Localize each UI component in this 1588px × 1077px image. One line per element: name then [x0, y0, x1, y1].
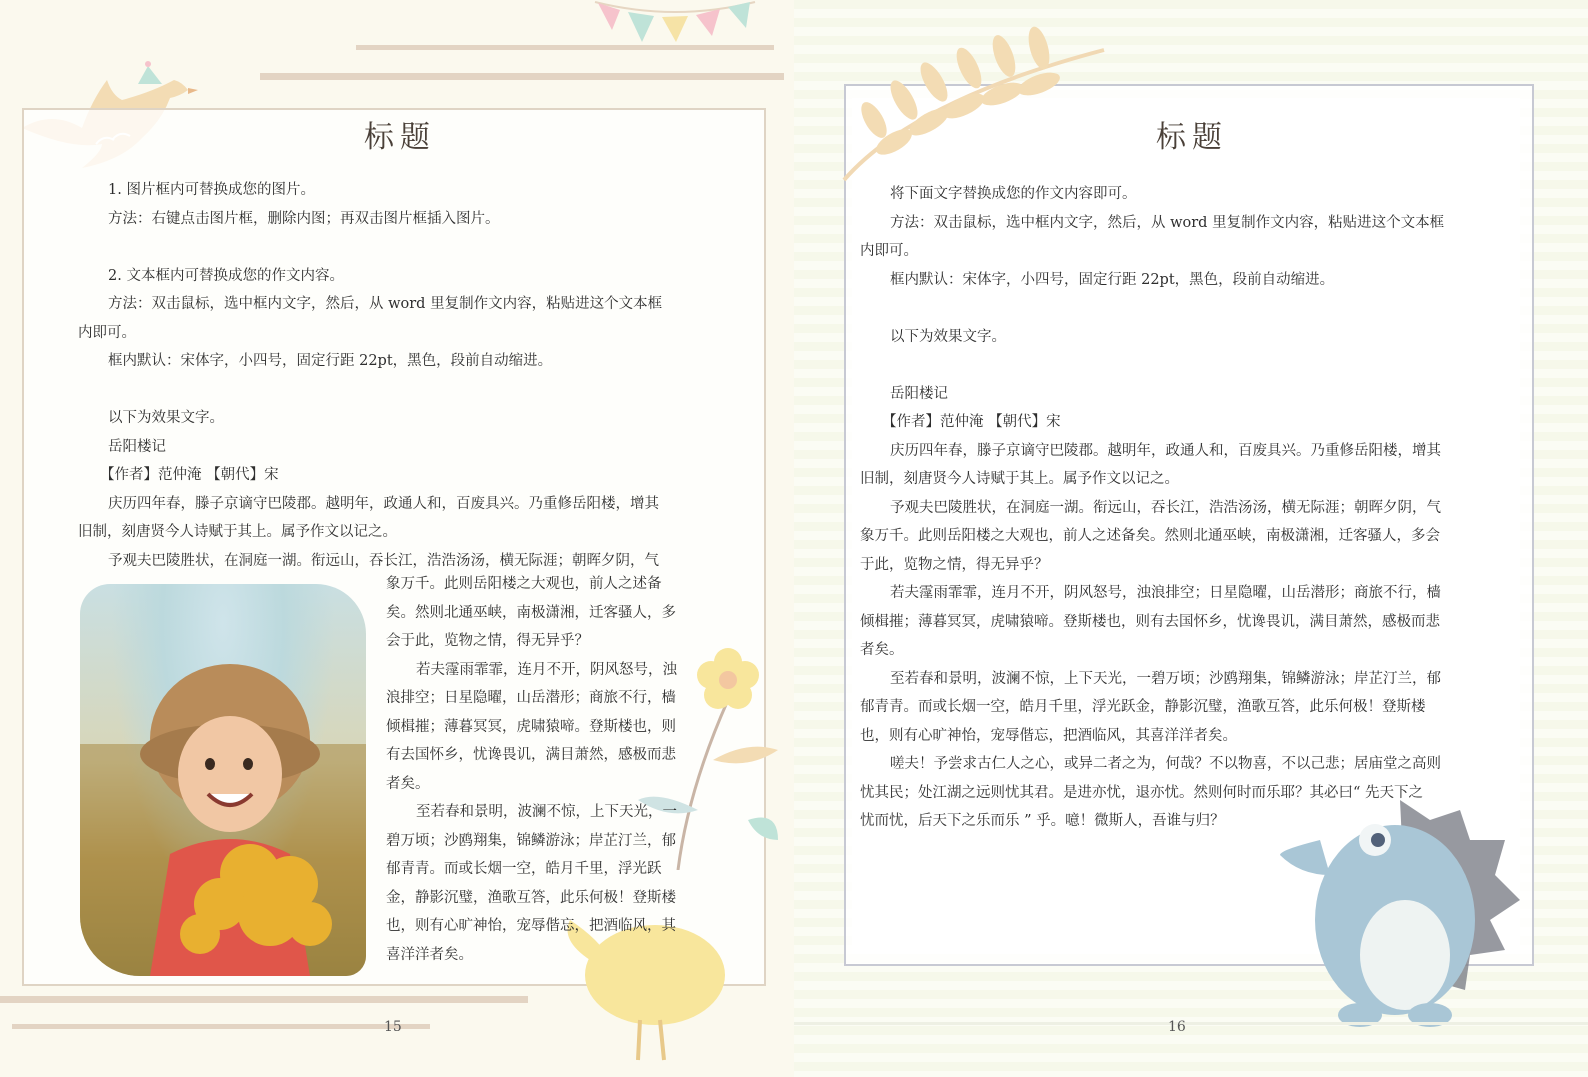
blank-line — [78, 376, 714, 405]
text-line: 者矣。 — [386, 775, 430, 792]
text-line: 1. 图片框内可替换成您的图片。 — [108, 182, 315, 198]
text-line: 矣。然则北通巫峡，南极潇湘，迁客骚人，多 — [386, 604, 676, 621]
page-number: 15 — [384, 1019, 402, 1035]
text-line: 浪排空；日星隐曜，山岳潜形；商旅不行，樯 — [386, 690, 676, 706]
text-line: 至若春和景明，波澜不惊，上下天光，一 — [416, 804, 677, 820]
text-line: 也，则有心旷神怡，宠辱偕忘，把酒临风，其 — [386, 918, 676, 934]
text-line: 将下面文字替换成您的作文内容即可。 — [890, 186, 1137, 202]
left-text-block — [78, 176, 714, 575]
text-line: 岳阳楼记 — [108, 438, 166, 455]
top-bar-thin — [356, 45, 774, 50]
text-line: 方法：双击鼠标，选中框内文字，然后，从 word 里复制作文内容，粘贴进这个文本框 — [890, 214, 1445, 231]
text-line: 庆历四年春，滕子京谪守巴陵郡。越明年，政通人和，百废具兴。乃重修岳阳楼，增其 — [890, 442, 1441, 459]
text-line: 会于此，览物之情，得无异乎？ — [386, 633, 589, 649]
text-line: 若夫霪雨霏霏，连月不开，阴风怒号，浊浪排空；日星隐曜，山岳潜形；商旅不行，樯 — [890, 585, 1441, 601]
wheat-branch-icon — [834, 10, 1114, 190]
left-page-title: 标题 — [364, 120, 436, 155]
text-line: 者矣。 — [860, 642, 904, 658]
text-line: 予观夫巴陵胜状，在洞庭一湖。衔远山，吞长江，浩浩汤汤，横无际涯；朝晖夕阴，气 — [890, 499, 1441, 516]
text-line: 金，静影沉璧，渔歌互答，此乐何极！登斯楼 — [386, 889, 676, 906]
text-line: 【作者】范仲淹 【朝代】宋 — [882, 414, 1061, 430]
text-line: 忧其民；处江湖之远则忧其君。是进亦忧，退亦忧。然则何时而乐耶？其必曰“ 先天下之 — [860, 784, 1424, 801]
text-line: 倾楫摧；薄暮冥冥，虎啸猿啼。登斯楼也，则有去国怀乡，忧谗畏讥，满目萧然，感极而悲 — [860, 613, 1440, 630]
text-line: 以下为效果文字。 — [108, 410, 224, 426]
text-line: 庆历四年春，滕子京谪守巴陵郡。越明年，政通人和，百废具兴。乃重修岳阳楼，增其 — [108, 495, 659, 512]
text-line: 以下为效果文字。 — [890, 328, 1006, 345]
right-text-block — [860, 180, 1500, 836]
text-line: 框内默认：宋体字，小四号，固定行距 22pt，黑色，段前自动缩进。 — [890, 271, 1335, 288]
bottom-bar-thin — [12, 1024, 430, 1029]
text-line: 于此，览物之情，得无异乎？ — [860, 556, 1049, 573]
text-line: 方法：右键点击图片框，删除内图；再双击图片框插入图片。 — [108, 210, 500, 227]
text-line: 郁青青。而或长烟一空，皓月千里，浮光跃金，静影沉璧，渔歌互答，此乐何极！登斯楼 — [860, 699, 1426, 715]
text-line: 内即可。 — [860, 243, 918, 259]
text-line: 2. 文本框内可替换成您的作文内容。 — [108, 267, 344, 284]
text-line: 忧而忧，后天下之乐而乐 ” 乎。噫！微斯人，吾谁与归？ — [860, 813, 1225, 829]
text-line: 郁青青。而或长烟一空，皓月千里，浮光跃 — [386, 861, 662, 877]
text-line: 象万千。此则岳阳楼之大观也，前人之述备 — [386, 576, 662, 592]
text-line: 框内默认：宋体字，小四号，固定行距 22pt，黑色，段前自动缩进。 — [108, 353, 553, 369]
text-line: 倾楫摧；薄暮冥冥，虎啸猿啼。登斯楼也，则 — [386, 718, 676, 735]
top-bar-thick — [260, 73, 784, 80]
blank-line — [860, 294, 1500, 323]
text-line: 象万千。此则岳阳楼之大观也，前人之述备矣。然则北通巫峡，南极潇湘，迁客骚人，多会 — [860, 528, 1440, 544]
bunting-icon — [590, 0, 760, 44]
text-line: 予观夫巴陵胜状，在洞庭一湖。衔远山，吞长江，浩浩汤汤，横无际涯；朝晖夕阴，气 — [108, 552, 659, 569]
text-line: 嗟夫！予尝求古仁人之心，或异二者之为，何哉？不以物喜，不以己悲；居庙堂之高则 — [890, 756, 1441, 772]
text-line: 岳阳楼记 — [890, 385, 948, 402]
text-line: 方法：双击鼠标，选中框内文字，然后，从 word 里复制作文内容，粘贴进这个文本框 — [108, 296, 663, 312]
text-line: 内即可。 — [78, 324, 136, 341]
left-side-text-block — [386, 570, 714, 969]
page-number: 16 — [1168, 1019, 1186, 1035]
text-line: 旧制，刻唐贤今人诗赋于其上。属予作文以记之。 — [78, 524, 397, 540]
right-page — [794, 0, 1588, 1077]
text-line: 喜洋洋者矣。 — [386, 946, 473, 963]
bottom-bar-thick — [0, 996, 528, 1003]
text-line: 碧万顷；沙鸥翔集，锦鳞游泳；岸芷汀兰，郁 — [386, 832, 676, 849]
text-line: 若夫霪雨霏霏，连月不开，阴风怒号，浊 — [416, 661, 677, 678]
blank-line — [78, 233, 714, 262]
text-line: 至若春和景明，波澜不惊，上下天光，一碧万顷；沙鸥翔集，锦鳞游泳；岸芷汀兰，郁 — [890, 670, 1441, 687]
text-line: 有去国怀乡，忧谗畏讥，满目萧然，感极而悲 — [386, 747, 676, 763]
right-page-title: 标题 — [1156, 120, 1228, 155]
blank-line — [860, 351, 1500, 380]
child-with-flowers-photo — [80, 584, 366, 976]
child-figure — [80, 584, 366, 976]
text-line: 也，则有心旷神怡，宠辱偕忘，把酒临风，其喜洋洋者矣。 — [860, 727, 1237, 744]
bottom-bar-right — [794, 1022, 1588, 1025]
text-line: 旧制，刻唐贤今人诗赋于其上。属予作文以记之。 — [860, 471, 1179, 487]
text-line: 【作者】范仲淹 【朝代】宋 — [100, 467, 279, 483]
